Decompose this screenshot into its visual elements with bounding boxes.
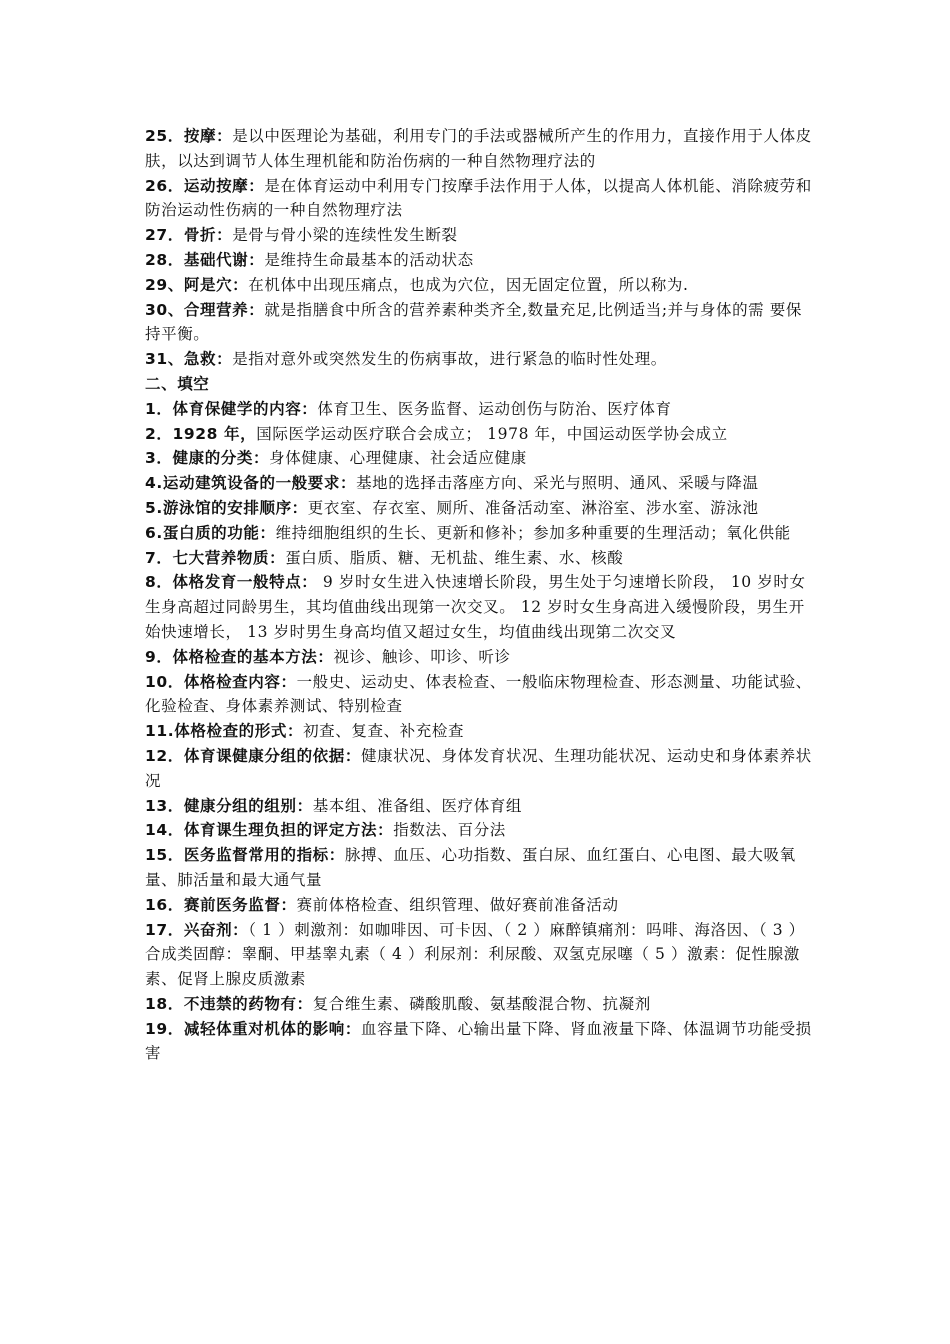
fill-blank-entry — [145, 397, 817, 422]
entry-term: 运动建筑设备的一般要求： — [162, 474, 357, 493]
definition-entry — [145, 124, 817, 174]
entry-number: 1． — [145, 399, 173, 418]
fill-blank-entry — [145, 422, 817, 447]
entry-term: 按摩： — [183, 127, 233, 145]
entry-text: （ 1 ）刺激剂：如咖啡因、可卡因、（ 2 ）麻醉镇痛剂：吗啡、海洛因、（ 3 ）合成类固醇：睾酮、甲基睾丸素（ 4 ）利尿剂：利尿酸、双氢克尿噻（ 5 ）激素：促性腺激素、促肾上腺皮质激素 — [145, 920, 805, 989]
entry-number: 9． — [145, 647, 173, 666]
entry-number: 17． — [145, 920, 184, 939]
definition-entry — [145, 273, 817, 298]
entry-text: 是维持生命最基本的活动状态 — [264, 250, 474, 269]
entry-number: 14． — [145, 821, 184, 840]
entry-text: 在机体中出现压痛点，也成为穴位，因无固定位置，所以称为. — [248, 275, 689, 294]
fill-blank-entry — [145, 893, 817, 918]
entry-text: 是在体育运动中利用专门按摩手法作用于人体，以提高人体机能、消除疲劳和防治运动性伤病的一种自然物理疗法 — [145, 176, 812, 220]
entry-term: 急救： — [183, 350, 233, 369]
entry-text: 9 岁时女生进入快速增长阶段，男生处于匀速增长阶段， 10 岁时女生身高超过同龄男生，其均值曲线出现第一次交叉。 12 岁时女生身高进入缓慢阶段，男生开始快速增长， 13 岁时男生身高均值又超过女生，均值曲线出现第二次交叉 — [145, 573, 806, 641]
definitions-list — [145, 124, 817, 372]
entry-text: 是指对意外或突然发生的伤病事故，进行紧急的临时性处理。 — [232, 350, 667, 369]
fill-blank-entry — [145, 794, 817, 819]
entry-term: 运动按摩： — [183, 176, 265, 195]
entry-term: 体育课生理负担的评定方法： — [183, 821, 394, 840]
entry-term: 健康分组的组别： — [183, 796, 313, 815]
fill-blank-entry — [145, 744, 817, 794]
entry-number: 4. — [145, 474, 163, 493]
fill-blank-entry — [145, 992, 817, 1017]
entry-term: 赛前医务监督： — [183, 895, 297, 914]
entry-number: 16． — [145, 895, 184, 914]
entry-term: 体格检查的形式： — [174, 722, 304, 741]
entry-term: 兴奋剂： — [183, 920, 249, 939]
entry-number: 30、 — [145, 300, 184, 319]
entry-number: 15． — [145, 846, 184, 865]
entry-text: 基地的选择击落座方向、采光与照明、通风、采暖与降温 — [356, 474, 759, 493]
entry-text: 一般史、运动史、体表检查、一般临床物理检查、形态测量、功能试验、化验检查、身体素养测试、特别检查 — [145, 672, 812, 716]
entry-term: 体格检查内容： — [183, 672, 297, 691]
definition-entry — [145, 223, 817, 248]
definition-entry — [145, 174, 817, 224]
entry-number: 28． — [145, 250, 184, 269]
entry-term: 七大营养物质： — [172, 548, 286, 567]
fill-blank-entry — [145, 645, 817, 670]
entry-number: 12． — [145, 746, 184, 765]
entry-term: 合理营养： — [183, 300, 265, 319]
entry-text: 就是指膳食中所含的营养素种类齐全,数量充足,比例适当;并与身体的需 要保持平衡。 — [145, 300, 802, 344]
entry-term: 骨折： — [183, 226, 233, 245]
entry-term: 蛋白质的功能： — [162, 523, 276, 542]
entry-number: 7． — [145, 548, 173, 567]
entry-text: 血容量下降、心输出量下降、肾血液量下降、体温调节功能受损害 — [145, 1019, 812, 1063]
entry-text: 国际医学运动医疗联合会成立； 1978 年，中国运动医学协会成立 — [256, 424, 728, 443]
entry-term: 医务监督常用的指标： — [183, 846, 345, 865]
entry-text: 基本组、准备组、医疗体育组 — [312, 796, 522, 815]
entry-text: 更衣室、存衣室、厕所、准备活动室、淋浴室、涉水室、游泳池 — [307, 498, 759, 517]
entry-term: 不违禁的药物有： — [183, 994, 313, 1013]
entry-number: 29、 — [145, 275, 184, 294]
entry-number: 26． — [145, 176, 184, 195]
fill-blank-entry — [145, 670, 817, 720]
entry-text: 体育卫生、医务监督、运动创伤与防治、医疗体育 — [317, 399, 672, 418]
fill-blank-entry — [145, 546, 817, 571]
entry-number: 8． — [145, 573, 173, 592]
entry-text: 是以中医理论为基础，利用专门的手法或器械所产生的作用力，直接作用于人体皮肤，以达到调节人体生理机能和防治伤病的一种自然物理疗法的 — [145, 127, 812, 170]
fill-blank-entry — [145, 719, 817, 744]
entry-text: 脉搏、血压、心功指数、蛋白尿、血红蛋白、心电图、最大吸氧量、肺活量和最大通气量 — [145, 846, 796, 889]
entry-number: 10． — [145, 672, 184, 691]
fill-blank-entry — [145, 471, 817, 496]
entry-number: 3． — [145, 449, 173, 468]
entry-number: 18． — [145, 994, 184, 1013]
entry-term: 基础代谢： — [183, 250, 265, 269]
entry-text: 身体健康、心理健康、社会适应健康 — [269, 449, 527, 468]
entry-text: 初查、复查、补充检查 — [303, 722, 465, 741]
fill-blank-entry — [145, 521, 817, 546]
entry-text: 是骨与骨小梁的连续性发生断裂 — [232, 226, 458, 245]
section-title: 二、填空 — [145, 374, 210, 393]
document-page — [145, 124, 817, 1066]
fill-blank-list — [145, 397, 817, 1067]
entry-number: 31、 — [145, 350, 184, 369]
entry-text: 复合维生素、磷酸肌酸、氨基酸混合物、抗凝剂 — [312, 994, 651, 1013]
fill-blank-entry — [145, 496, 817, 521]
entry-number: 13． — [145, 796, 184, 815]
entry-text: 蛋白质、脂质、糖、无机盐、维生素、水、核酸 — [285, 548, 624, 567]
fill-blank-entry — [145, 446, 817, 471]
entry-number: 25． — [145, 127, 184, 145]
entry-term: 1928 年， — [172, 424, 257, 443]
fill-blank-entry — [145, 918, 817, 992]
entry-term: 阿是穴： — [183, 275, 249, 294]
entry-text: 健康状况、身体发育状况、生理功能状况、运动史和身体素养状况 — [145, 746, 812, 790]
fill-blank-entry — [145, 570, 817, 644]
entry-term: 体格检查的基本方法： — [172, 647, 334, 666]
fill-blank-entry — [145, 818, 817, 843]
entry-number: 27． — [145, 226, 184, 245]
entry-term: 减轻体重对机体的影响： — [183, 1019, 361, 1038]
entry-term: 体格发育一般特点： — [172, 573, 318, 592]
entry-number: 11. — [145, 722, 175, 741]
definition-entry — [145, 298, 817, 348]
entry-term: 健康的分类： — [172, 449, 270, 468]
definition-entry — [145, 248, 817, 273]
entry-text: 视诊、触诊、叩诊、听诊 — [333, 647, 511, 666]
definition-entry — [145, 347, 817, 372]
entry-text: 指数法、百分法 — [393, 821, 506, 840]
entry-number: 19． — [145, 1019, 184, 1038]
entry-number: 6. — [145, 523, 163, 542]
entry-text: 维持细胞组织的生长、更新和修补；参加多种重要的生理活动；氧化供能 — [275, 523, 791, 542]
fill-blank-entry — [145, 1017, 817, 1067]
entry-number: 2． — [145, 424, 173, 443]
fill-blank-entry — [145, 843, 817, 893]
entry-term: 体育课健康分组的依据： — [183, 746, 361, 765]
entry-text: 赛前体格检查、组织管理、做好赛前准备活动 — [296, 895, 619, 914]
entry-term: 游泳馆的安排顺序： — [162, 498, 308, 517]
entry-number: 5. — [145, 498, 163, 517]
entry-term: 体育保健学的内容： — [172, 399, 318, 418]
